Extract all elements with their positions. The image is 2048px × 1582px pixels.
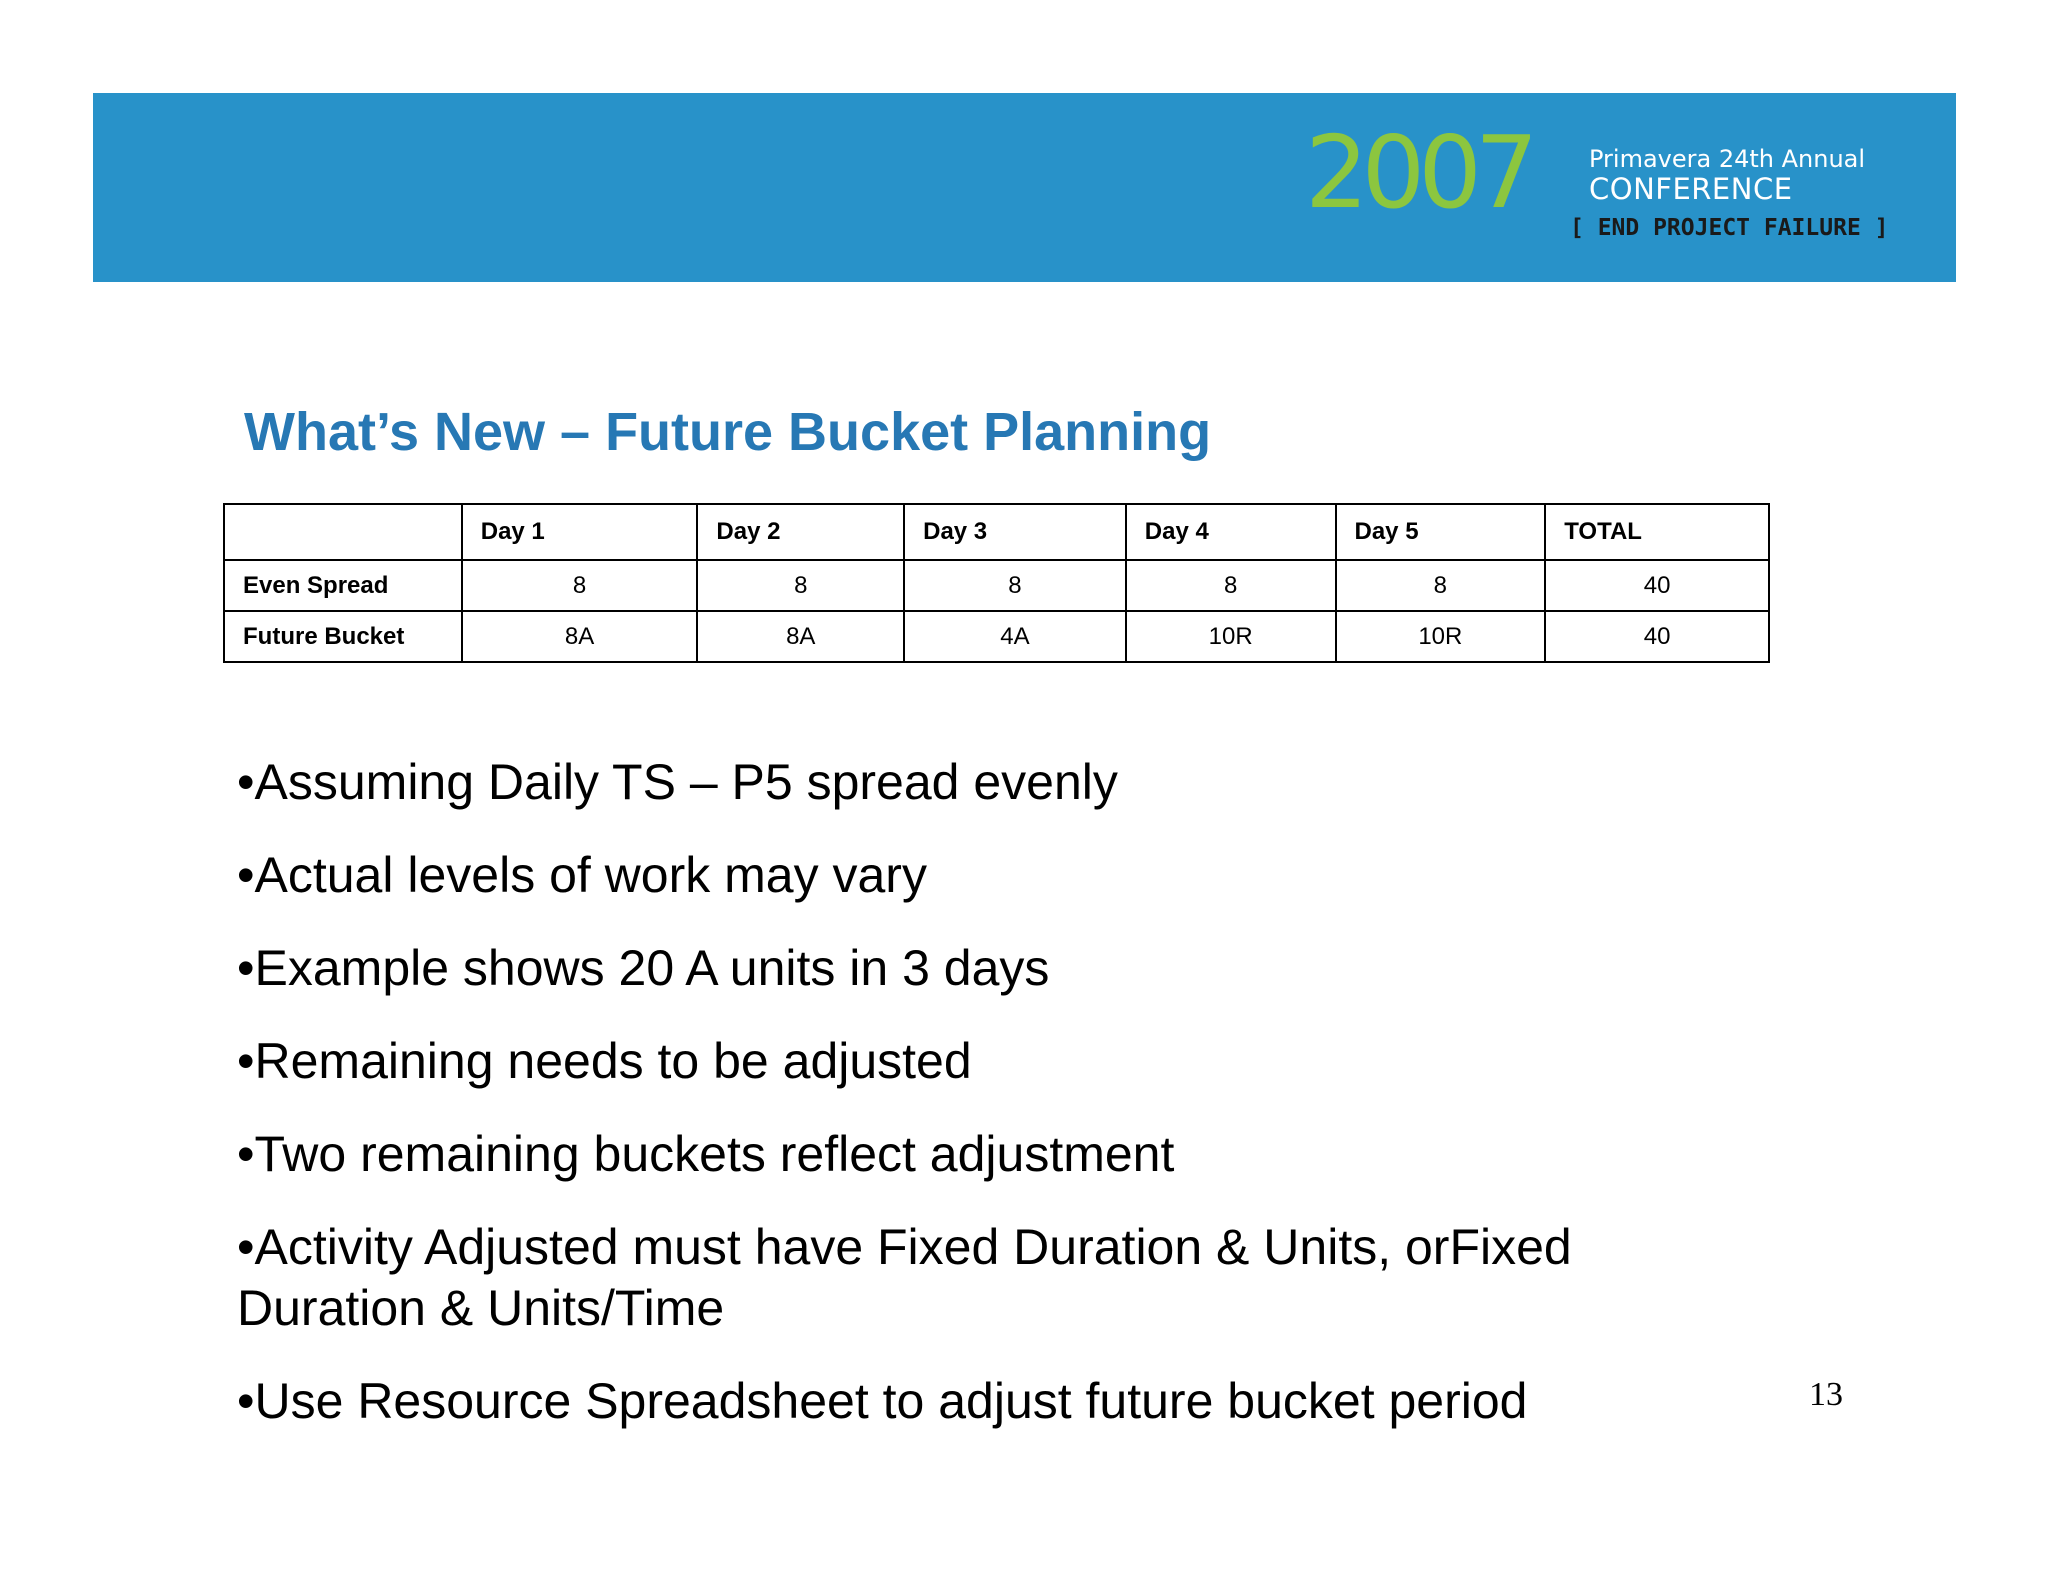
bullet-list (237, 752, 1717, 1464)
bullet-item: •Two remaining buckets reflect adjustment (237, 1126, 1175, 1182)
table-row (224, 560, 1769, 611)
bucket-table (223, 503, 1770, 663)
row-label: Future Bucket (224, 611, 462, 662)
table-cell: 40 (1545, 611, 1769, 662)
row-label: Even Spread (224, 560, 462, 611)
column-header: TOTAL (1545, 504, 1769, 560)
table-cell: 10R (1336, 611, 1546, 662)
table-cell: 8 (1336, 560, 1546, 611)
bullet-item: •Activity Adjusted must have Fixed Duration & Units, orFixed Duration & Units/Time (237, 1219, 1572, 1336)
table-cell: 8 (462, 560, 698, 611)
table-cell: 4A (904, 611, 1126, 662)
bullet-item: •Example shows 20 A units in 3 days (237, 940, 1050, 996)
logo-tagline: [ END PROJECT FAILURE ] (1570, 215, 1889, 241)
table-header-row (224, 504, 1769, 560)
column-header: Day 3 (904, 504, 1126, 560)
bullet-item: •Use Resource Spreadsheet to adjust future bucket period (237, 1373, 1528, 1429)
column-header (224, 504, 462, 560)
table-cell: 8 (1126, 560, 1336, 611)
logo-line-1: Primavera 24th Annual (1589, 145, 1866, 173)
column-header: Day 1 (462, 504, 698, 560)
conference-logo (1305, 114, 1905, 255)
table-cell: 8A (462, 611, 698, 662)
column-header: Day 4 (1126, 504, 1336, 560)
logo-line-2: CONFERENCE (1589, 172, 1793, 206)
column-header: Day 2 (697, 504, 904, 560)
bullet-item: •Remaining needs to be adjusted (237, 1033, 972, 1089)
table-cell: 10R (1126, 611, 1336, 662)
page-number: 13 (1809, 1376, 1843, 1413)
table-cell: 8 (697, 560, 904, 611)
table-row (224, 611, 1769, 662)
table-cell: 8A (697, 611, 904, 662)
bullet-item: •Assuming Daily TS – P5 spread evenly (237, 754, 1118, 810)
column-header: Day 5 (1336, 504, 1546, 560)
table-cell: 40 (1545, 560, 1769, 611)
bullet-item: •Actual levels of work may vary (237, 847, 927, 903)
table-cell: 8 (904, 560, 1126, 611)
slide-title: What’s New – Future Bucket Planning (244, 402, 1212, 462)
logo-year: 2007 (1305, 114, 1532, 231)
